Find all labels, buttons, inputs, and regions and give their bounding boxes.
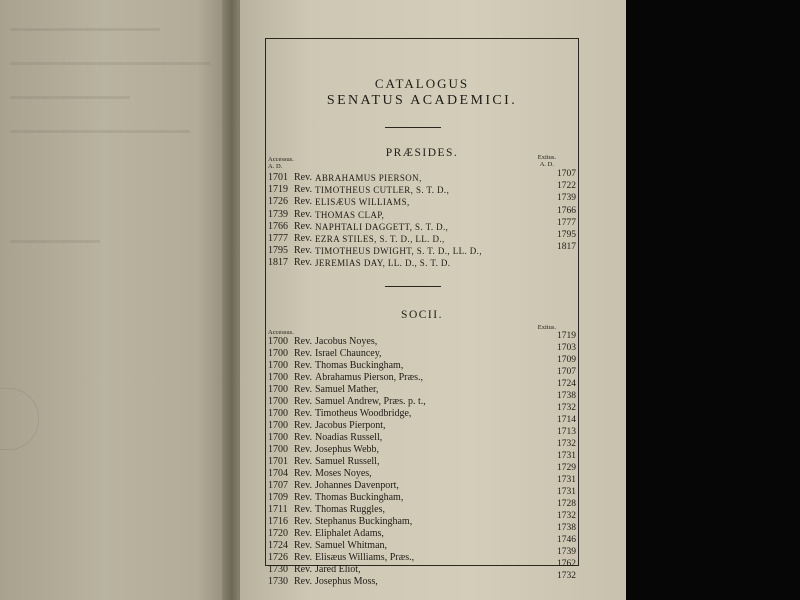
- list-item: [266, 535, 578, 552]
- list-item: [266, 475, 578, 492]
- accession-year: 1726: [268, 552, 288, 563]
- member-name: Samuel Andrew, Præs. p. t.,: [315, 396, 426, 407]
- exit-year: 1738: [557, 523, 576, 533]
- exit-year: 1729: [557, 463, 576, 473]
- accession-year: 1700: [268, 372, 288, 383]
- dark-background: [626, 0, 800, 600]
- title-prefix: Rev.: [294, 232, 312, 244]
- accession-year: 1739: [268, 208, 288, 220]
- accessus-label: Accessus.: [268, 156, 294, 163]
- list-item: [266, 403, 578, 420]
- list-item: [266, 257, 578, 269]
- member-name: Josephus Webb,: [315, 444, 380, 455]
- title-prefix: Rev.: [294, 492, 312, 503]
- title-prefix: Rev.: [294, 528, 312, 539]
- accession-year: 1701: [268, 172, 288, 183]
- list-item: [266, 181, 578, 196]
- list-item: [266, 451, 578, 468]
- title-prefix: Rev.: [294, 540, 312, 551]
- member-name: Eliphalet Adams,: [315, 528, 384, 539]
- member-name: Jared Eliot,: [315, 564, 361, 575]
- exit-year: 1739: [557, 193, 576, 204]
- accession-year: 1795: [268, 245, 288, 257]
- exitus-header: [538, 154, 556, 168]
- member-name: TIMOTHEUS CUTLER, S. T. D.,: [315, 185, 450, 196]
- exit-year: 1722: [557, 181, 576, 192]
- exit-year: 1719: [557, 331, 576, 341]
- accession-year: 1701: [268, 456, 288, 467]
- member-name: Samuel Russell,: [315, 456, 380, 467]
- member-name: Moses Noyes,: [315, 468, 372, 479]
- title-prefix: Rev.: [294, 480, 312, 491]
- member-name: Josephus Moss,: [315, 576, 378, 587]
- accession-year: 1766: [268, 220, 288, 232]
- title-prefix: Rev.: [294, 396, 312, 407]
- accession-year: 1700: [268, 384, 288, 395]
- list-item: [266, 391, 578, 408]
- accession-year: 1709: [268, 492, 288, 503]
- title-prefix: Rev.: [294, 184, 312, 196]
- title-prefix: Rev.: [294, 384, 312, 395]
- member-name: ELISÆUS WILLIAMS,: [315, 197, 410, 208]
- accession-year: 1726: [268, 196, 288, 208]
- member-name: Samuel Mather,: [315, 384, 379, 395]
- list-item: [266, 511, 578, 528]
- praesides-list: [266, 169, 578, 270]
- title-prefix: Rev.: [294, 576, 312, 587]
- show-through-line: [10, 240, 100, 243]
- accession-year: 1716: [268, 516, 288, 527]
- embossed-stamp: [0, 388, 39, 450]
- member-name: ABRAHAMUS PIERSON,: [315, 173, 422, 183]
- list-item: [266, 367, 578, 384]
- member-name: TIMOTHEUS DWIGHT, S. T. D., LL. D.,: [315, 246, 482, 257]
- title-prefix: Rev.: [294, 336, 312, 347]
- title-prefix: Rev.: [294, 360, 312, 371]
- show-through-line: [10, 130, 190, 133]
- accession-year: 1724: [268, 540, 288, 551]
- left-page: [0, 0, 232, 600]
- title-prefix: Rev.: [294, 372, 312, 383]
- list-item: [266, 427, 578, 444]
- exit-year: 1732: [557, 439, 576, 449]
- accession-year: 1700: [268, 396, 288, 407]
- title-prefix: Rev.: [294, 516, 312, 527]
- list-item: [266, 217, 578, 233]
- exit-year: 1777: [557, 217, 576, 228]
- list-item: [266, 499, 578, 516]
- exit-year: 1732: [557, 571, 576, 581]
- title-prefix: Rev.: [294, 408, 312, 419]
- title-prefix: Rev.: [294, 208, 312, 220]
- socii-heading: SOCII.: [401, 309, 443, 321]
- accession-year: 1817: [268, 257, 288, 269]
- list-item: [266, 343, 578, 360]
- member-name: Noadias Russell,: [315, 432, 383, 443]
- exit-year: 1795: [557, 229, 576, 240]
- title-prefix: Rev.: [294, 432, 312, 443]
- exit-year: 1732: [557, 511, 576, 521]
- exit-year: 1709: [557, 355, 576, 365]
- member-name: JEREMIAS DAY, LL. D., S. T. D.: [315, 258, 451, 269]
- accession-year: 1730: [268, 576, 288, 587]
- member-name: Elisæus Williams, Præs.,: [315, 552, 415, 563]
- accessus-header: Accessus.: [268, 329, 294, 336]
- member-name: Jacobus Noyes,: [315, 336, 378, 347]
- senate-title: SENATUS ACADEMICI.: [326, 93, 518, 108]
- accession-year: 1700: [268, 444, 288, 455]
- exit-year: 1817: [557, 242, 576, 253]
- exit-year: 1707: [557, 169, 576, 179]
- exit-year: 1724: [557, 379, 576, 389]
- title-prefix: Rev.: [294, 552, 312, 563]
- accession-year: 1700: [268, 408, 288, 419]
- list-item: [266, 242, 578, 257]
- accession-year: 1730: [268, 564, 288, 575]
- accession-year: 1711: [268, 504, 288, 515]
- accession-year: 1700: [268, 348, 288, 359]
- exit-year: 1731: [557, 451, 576, 461]
- show-through-line: [10, 62, 210, 65]
- accession-year: 1700: [268, 432, 288, 443]
- accession-year: 1707: [268, 480, 288, 491]
- title-prefix: Rev.: [294, 456, 312, 467]
- list-item: [266, 559, 578, 576]
- list-item: [266, 205, 578, 221]
- member-name: Thomas Buckingham,: [315, 492, 404, 503]
- member-name: Jacobus Pierpont,: [315, 420, 386, 431]
- exit-year: 1762: [557, 559, 576, 569]
- title-prefix: Rev.: [294, 444, 312, 455]
- title-prefix: Rev.: [294, 468, 312, 479]
- accession-year: 1700: [268, 360, 288, 371]
- accessus-ad-label: A. D.: [268, 163, 283, 170]
- title-prefix: Rev.: [294, 564, 312, 575]
- list-item: [266, 229, 578, 245]
- member-name: Stephanus Buckingham,: [315, 516, 413, 527]
- list-item: [266, 379, 578, 396]
- divider-rule: [385, 286, 441, 287]
- member-name: Thomas Buckingham,: [315, 360, 404, 371]
- praesides-heading: PRÆSIDES.: [385, 147, 459, 159]
- exit-year: 1713: [557, 427, 576, 437]
- show-through-line: [10, 96, 130, 99]
- title-prefix: Rev.: [294, 257, 312, 269]
- list-item: [266, 571, 578, 588]
- member-name: Samuel Whitman,: [315, 540, 388, 551]
- member-name: Johannes Davenport,: [315, 480, 399, 491]
- exitus-header: Exitus.: [537, 324, 556, 331]
- member-name: Timotheus Woodbridge,: [315, 408, 412, 419]
- list-item: [266, 547, 578, 564]
- divider-rule: [385, 127, 441, 128]
- list-item: [266, 439, 578, 456]
- exit-year: 1703: [557, 343, 576, 353]
- accession-year: 1777: [268, 232, 288, 244]
- title-prefix: Rev.: [294, 420, 312, 431]
- member-name: Israel Chauncey,: [315, 348, 382, 359]
- member-name: THOMAS CLAP,: [315, 209, 385, 220]
- title-prefix: Rev.: [294, 245, 312, 257]
- exit-year: 1766: [557, 205, 576, 216]
- member-name: NAPHTALI DAGGETT, S. T. D.,: [315, 221, 449, 232]
- exit-year: 1732: [557, 403, 576, 413]
- member-name: EZRA STILES, S. T. D., LL. D.,: [315, 233, 445, 244]
- list-item: [266, 415, 578, 432]
- exit-year: 1707: [557, 367, 576, 377]
- list-item: [266, 355, 578, 372]
- show-through-line: [10, 28, 160, 31]
- member-name: Abrahamus Pierson, Præs.,: [315, 372, 424, 383]
- title-prefix: Rev.: [294, 196, 312, 208]
- exit-year: 1731: [557, 475, 576, 485]
- exit-year: 1714: [557, 415, 576, 425]
- catalogue-title: CATALOGUS: [374, 76, 470, 91]
- title-prefix: Rev.: [294, 220, 312, 232]
- exit-year: 1746: [557, 535, 576, 545]
- accession-year: 1700: [268, 336, 288, 347]
- accession-year: 1704: [268, 468, 288, 479]
- title-prefix: Rev.: [294, 504, 312, 515]
- member-name: Thomas Ruggles,: [315, 504, 385, 515]
- list-item: [266, 463, 578, 480]
- exitus-ad-label: A. D.: [539, 161, 554, 168]
- list-item: [266, 169, 578, 184]
- exit-year: 1738: [557, 391, 576, 401]
- accession-year: 1700: [268, 420, 288, 431]
- accession-year: 1719: [268, 184, 288, 196]
- ruled-frame: [265, 38, 579, 587]
- accession-year: 1720: [268, 528, 288, 539]
- exit-year: 1731: [557, 487, 576, 497]
- exit-year: 1739: [557, 547, 576, 557]
- list-item: [266, 193, 578, 208]
- accessus-header: [268, 156, 294, 170]
- title-prefix: Rev.: [294, 348, 312, 359]
- list-item: [266, 487, 578, 504]
- exitus-label: Exitus.: [537, 154, 556, 161]
- list-item: [266, 523, 578, 540]
- exit-year: 1728: [557, 499, 576, 509]
- title-prefix: Rev.: [294, 172, 312, 183]
